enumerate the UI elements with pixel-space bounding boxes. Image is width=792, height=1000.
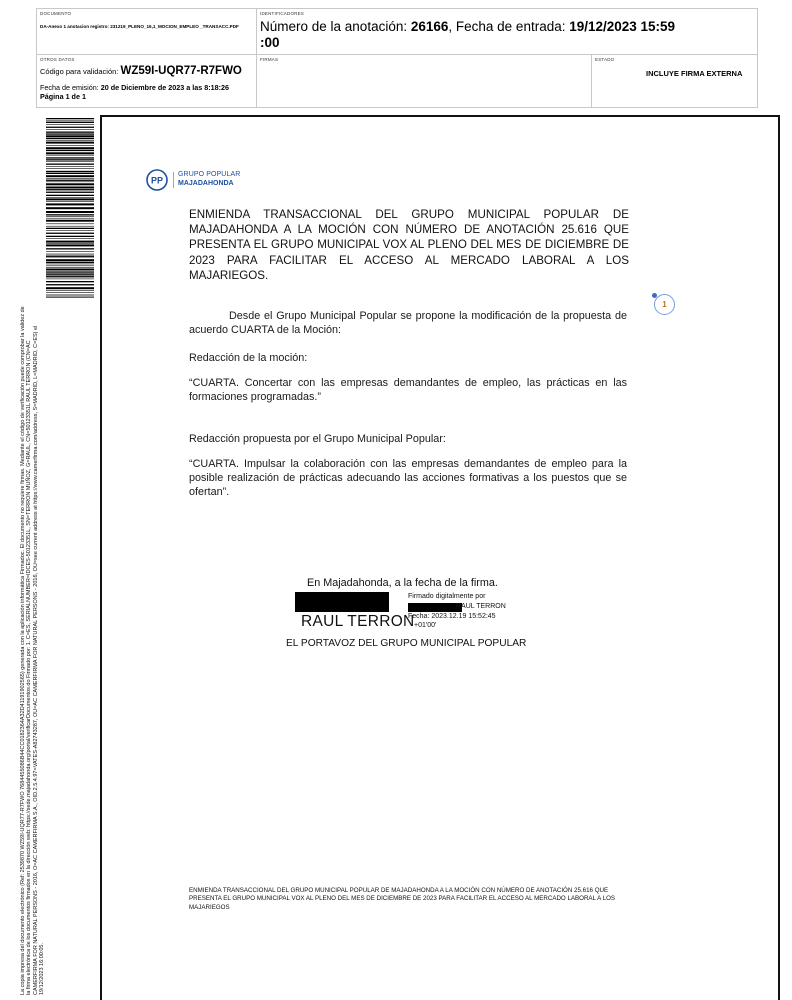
redacted-block-small <box>408 603 462 612</box>
barcode-bar <box>46 228 94 229</box>
barcode-bar <box>46 129 94 130</box>
barcode-bar <box>46 142 94 144</box>
digital-signature-stamp <box>408 592 518 631</box>
barcode-bar <box>46 118 94 119</box>
paragraph-heading-mocion: Redacción de la moción: <box>189 352 308 364</box>
identificadores-cell <box>257 9 757 55</box>
barcode-bar <box>46 138 94 139</box>
codigo-prefix: Código para validación: <box>40 67 121 76</box>
barcode-bar <box>46 214 94 215</box>
document-page <box>100 115 780 1000</box>
barcode-bar <box>46 152 94 154</box>
barcode-bar <box>46 284 94 285</box>
barcode-bar <box>46 198 94 200</box>
barcode-bar <box>46 161 94 162</box>
barcode-bar <box>46 218 94 219</box>
stamp-line4: +01'00' <box>414 622 437 630</box>
signatory-role: EL PORTAVOZ DEL GRUPO MUNICIPAL POPULAR <box>286 638 527 649</box>
page-count: Página 1 de 1 <box>40 91 86 101</box>
barcode <box>46 118 94 298</box>
party-logo <box>146 169 286 193</box>
barcode-bar <box>46 182 94 183</box>
otros-datos-cell <box>37 55 257 107</box>
barcode-bar <box>46 264 94 265</box>
document-title: ENMIENDA TRANSACCIONAL DEL GRUPO MUNICIPAL POPULAR DE MAJADAHONDA A LA MOCIÓN CON NÚMERO DE ANOTACIÓN 25.616 QUE PRESENTA EL GRUPO MUNICIPAL VOX AL PLENO DEL MES DE DICIEMBRE DE 2023 PARA FACILITAR EL ACCESO AL MERCADO LABORAL A LOS MAJARIEGOS. <box>189 208 629 282</box>
barcode-bar <box>46 279 94 280</box>
estado-value: INCLUYE FIRMA EXTERNA <box>646 69 743 78</box>
barcode-bar <box>46 166 94 167</box>
barcode-bar <box>46 224 94 225</box>
barcode-bar <box>46 132 94 133</box>
barcode-bar <box>46 274 94 275</box>
barcode-bar <box>46 173 94 174</box>
firmas-cell <box>257 55 592 107</box>
documento-filename: DA-Anexo 1 anotacion registro: 231219_PLENO_16,1_MOCION_EMPLEO _TRANSACC.PDF <box>40 24 239 29</box>
barcode-bar <box>46 262 94 263</box>
signature-place-date: En Majadahonda, a la fecha de la firma. <box>307 577 498 589</box>
firmas-label: FIRMAS <box>260 57 279 62</box>
barcode-bar <box>46 157 94 158</box>
barcode-bar <box>46 269 94 271</box>
barcode-bar <box>46 150 94 151</box>
barcode-bar <box>46 201 94 202</box>
barcode-bar <box>46 216 94 217</box>
page-annotation-badge[interactable]: 1 <box>654 294 675 315</box>
barcode-bar <box>46 243 94 244</box>
paragraph-mocion-text: “CUARTA. Concertar con las empresas demandantes de empleo, las prácticas en las formaciones programadas.” <box>189 377 627 404</box>
page-footer: ENMIENDA TRANSACCIONAL DEL GRUPO MUNICIPAL POPULAR DE MAJADAHONDA A LA MOCIÓN CON NÚMERO DE ANOTACIÓN 25.616 QUE PRESENTA EL GRUPO MUNICIPAL VOX AL PLENO DEL MES DE DICIEMBRE DE 2023 PARA FACILITAR EL ACCESO AL MERCADO LABORAL A LOS MAJARIEGOS <box>189 887 616 911</box>
identificadores-label: IDENTIFICADORES <box>260 11 305 16</box>
barcode-bar <box>46 220 94 222</box>
barcode-bar <box>46 147 94 149</box>
barcode-bar <box>46 133 94 134</box>
barcode-bar <box>46 226 94 227</box>
barcode-bar <box>46 296 94 297</box>
barcode-bar <box>46 254 94 255</box>
stamp-line2-row <box>408 602 518 612</box>
barcode-bar <box>46 127 94 128</box>
barcode-bar <box>46 192 94 193</box>
barcode-bar <box>46 255 94 256</box>
barcode-bar <box>46 251 94 252</box>
validation-code: WZ59I-UQR77-R7FWO <box>120 65 242 77</box>
paragraph-propuesta-text: “CUARTA. Impulsar la colaboración con las empresas demandantes de empleo para la posible realización de prácticas adecuando las acciones formativas a los puestos que se ofertan”. <box>189 458 627 499</box>
barcode-bar <box>46 281 94 282</box>
documento-label: DOCUMENTO <box>40 11 72 16</box>
barcode-bar <box>46 121 94 122</box>
stamp-line2: RAUL TERRON <box>456 602 506 610</box>
barcode-bar <box>46 233 94 234</box>
barcode-bar <box>46 236 94 237</box>
logo-line1: GRUPO POPULAR <box>178 171 241 178</box>
logo-line2: MAJADAHONDA <box>178 180 234 187</box>
barcode-bar <box>46 238 94 239</box>
barcode-bar <box>46 295 94 296</box>
logo-divider <box>173 172 174 188</box>
side-verification-text-wrap <box>20 305 80 995</box>
signatory-name: RAUL TERRON <box>301 613 415 630</box>
emision-date: 20 de Diciembre de 2023 a las 8:18:26 <box>100 83 229 92</box>
barcode-bar <box>46 267 94 268</box>
barcode-bar <box>46 248 94 249</box>
barcode-bar <box>46 178 94 179</box>
entrada-fecha: 19/12/2023 15:59 :00 <box>260 19 676 50</box>
barcode-bar <box>46 159 94 160</box>
estado-cell <box>592 55 757 107</box>
barcode-bar <box>46 187 94 189</box>
side-verification-text: La copia impresa del documento electrónico (Ref: 2539870 WZ59I-UQR77-R7FWO 7684455086B44CC0182364A32D41191902565) generada con la aplicación informática Firmadoc. El documento no requiere firmas. Mediante el código de verificación puede comprobar la validez de la firma electrónica de los documentos firmados en la dirección web: https://sede.majadahonda.org/portal/verificarDocumentos.do Firmado por: 1. C=ES, SERIALNUMBER=IDCES-50123351L, SN=TERRON MUÑOZ, G=RAUL, CN=50123351L RAUL TERRON (CN=AC CAMERFIRMA FOR NATURAL PERSONS - 2016, O=AC CAMERFIRMA S.A., OID.2.5.4.97=VATES-A82743287, OU=AC CAMERFIRMA FOR NATURAL PERSONS - 2016, OU=see current address at https://www.camerfirma.com/address, S=MADRID, L=MADRID, C=ES) el 19/12/2023 16:00:05. <box>20 306 46 995</box>
validation-code-line <box>40 67 242 76</box>
emission-info <box>40 84 255 102</box>
barcode-bar <box>46 183 94 185</box>
pp-logo-mark: PP <box>150 175 164 186</box>
documento-cell <box>37 9 257 55</box>
barcode-bar <box>46 207 94 209</box>
stamp-line1: Firmado digitalmente por <box>408 593 486 600</box>
document-header <box>36 8 758 108</box>
paragraph-heading-propuesta: Redacción propuesta por el Grupo Municipal Popular: <box>189 433 446 445</box>
barcode-bar <box>46 276 94 277</box>
barcode-bar <box>46 168 94 169</box>
barcode-bar <box>46 203 94 205</box>
barcode-bar <box>46 244 94 246</box>
barcode-bar <box>46 272 94 273</box>
barcode-bar <box>46 271 94 272</box>
anotacion-prefix: Número de la anotación: <box>260 19 411 34</box>
otros-datos-label: OTROS DATOS <box>40 57 75 62</box>
anotacion-numero: 26166 <box>410 19 449 34</box>
barcode-bar <box>46 164 94 165</box>
barcode-bar <box>46 290 94 291</box>
redacted-block <box>295 592 389 612</box>
emision-prefix: Fecha de emisión: <box>40 83 101 92</box>
barcode-bar <box>46 195 94 196</box>
barcode-bar <box>46 180 94 181</box>
barcode-bar <box>46 189 94 190</box>
barcode-bar <box>46 211 94 213</box>
entrada-prefix: , Fecha de entrada: <box>448 19 570 34</box>
barcode-bar <box>46 256 94 257</box>
barcode-bar <box>46 292 94 293</box>
barcode-bar <box>46 266 94 267</box>
barcode-bar <box>46 155 94 156</box>
barcode-bar <box>46 197 94 198</box>
barcode-bar <box>46 175 94 177</box>
pp-logo-icon <box>146 169 168 191</box>
barcode-bar <box>46 297 94 298</box>
paragraph-intro: Desde el Grupo Municipal Popular se propone la modificación de la propuesta de acuerdo CUARTA de la Moción: <box>189 310 627 337</box>
barcode-bar <box>46 140 94 141</box>
barcode-bar <box>46 230 94 231</box>
barcode-bar <box>46 135 94 137</box>
barcode-bar <box>46 122 94 123</box>
barcode-bar <box>46 259 94 261</box>
stamp-line3: Fecha: 2023.12.19 15:52:45 <box>408 612 496 620</box>
anotacion-info <box>260 19 680 51</box>
barcode-bar <box>46 171 94 172</box>
estado-label: ESTADO <box>595 57 615 62</box>
barcode-bar <box>46 124 94 125</box>
barcode-bar <box>46 241 94 243</box>
barcode-bar <box>46 145 94 146</box>
barcode-bar <box>46 287 94 289</box>
